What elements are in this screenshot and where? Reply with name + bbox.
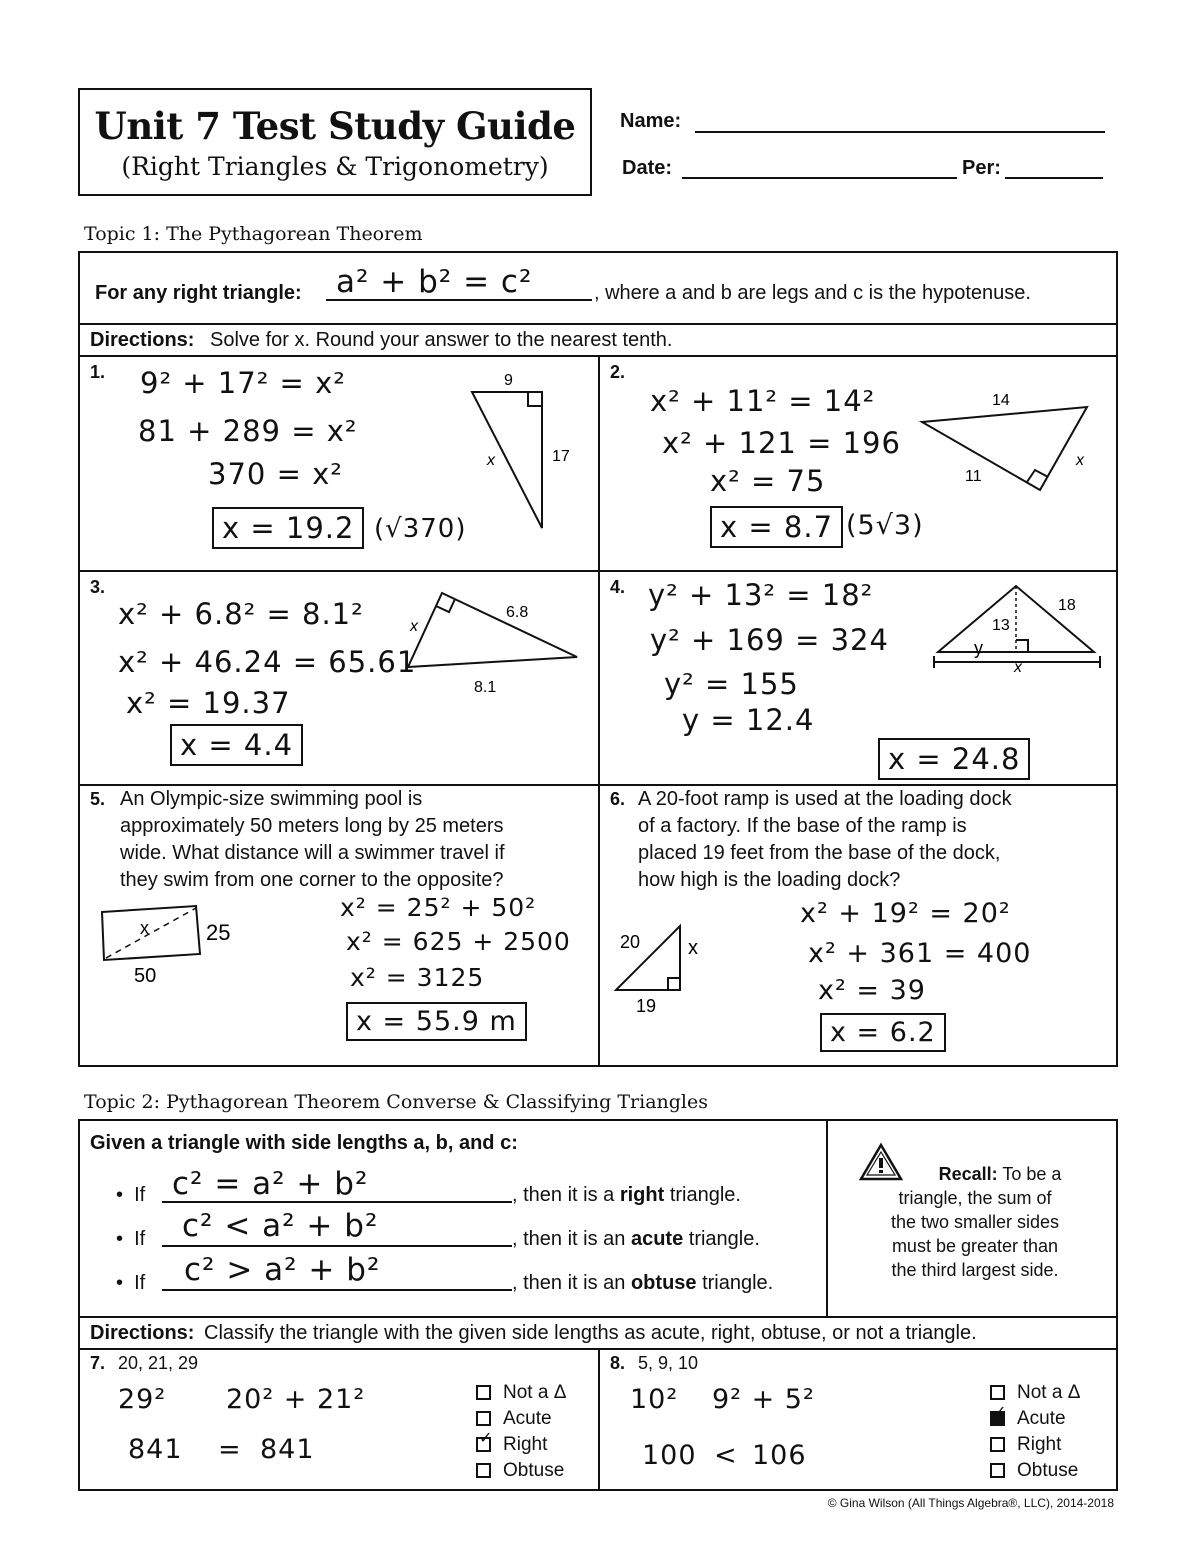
work-line: x² + 19² = 20² [800, 898, 1011, 929]
rule-suffix: triangle. [683, 1228, 760, 1250]
work-line: x² + 361 = 400 [808, 938, 1032, 969]
copyright: © Gina Wilson (All Things Algebra®, LLC), 2014-2018 [827, 1496, 1114, 1510]
side-lengths: 20, 21, 29 [118, 1353, 199, 1373]
theorem-answer: a² + b² = c² [336, 264, 533, 300]
rule-prefix: , then it is an [512, 1272, 631, 1294]
problem-text [638, 786, 1012, 894]
label-17: 17 [552, 448, 570, 465]
problem-number: 1. [90, 362, 106, 382]
rule-blank [162, 1245, 512, 1247]
work-line: 100 [642, 1440, 697, 1471]
problem-number: 4. [610, 577, 626, 597]
option-label: Right [1017, 1434, 1062, 1455]
text-line: wide. What distance will a swimmer travel if [120, 842, 505, 864]
work-line: x² = 75 [710, 464, 826, 498]
date-label: Date: [622, 157, 673, 179]
checkbox-icon[interactable] [476, 1463, 491, 1478]
work-line: 9² + 17² = x² [140, 366, 346, 400]
problem-text [120, 786, 505, 894]
recall-line: triangle, the sum of [898, 1188, 1052, 1208]
work-line: y² + 169 = 324 [650, 623, 889, 657]
period-field[interactable] [1005, 177, 1103, 179]
option-label: Obtuse [503, 1460, 565, 1481]
recall-line: the two smaller sides [890, 1212, 1060, 1232]
work-line: x² = 3125 [350, 963, 485, 992]
rule-text [512, 1182, 741, 1209]
recall-line: the third largest side. [891, 1260, 1059, 1280]
label-20: 20 [620, 932, 641, 952]
option[interactable] [990, 1406, 1080, 1432]
work-line: x² + 6.8² = 8.1² [118, 597, 364, 631]
problem5-rectangle [98, 898, 248, 988]
option[interactable] [990, 1380, 1080, 1406]
name-field[interactable] [695, 131, 1105, 133]
period-label: Per: [962, 157, 1001, 179]
page-title: Unit 7 Test Study Guide [94, 104, 576, 148]
bullet: • If [116, 1228, 146, 1250]
work-line: x² + 46.24 = 65.61 [118, 645, 417, 679]
label-25: 25 [206, 920, 231, 945]
recall-text: To be a [1002, 1164, 1062, 1184]
rule-kind: right [619, 1184, 665, 1206]
if-label: If [134, 1184, 146, 1206]
work-line: 106 [752, 1440, 807, 1471]
label-x: x [1014, 659, 1022, 675]
answer-box: x = 6.2 [820, 1013, 946, 1052]
divider [78, 323, 1118, 325]
label-x: x [410, 618, 418, 635]
rule-answer: c² > a² + b² [184, 1252, 381, 1288]
label-9: 9 [504, 372, 513, 389]
work-line: 10² [630, 1384, 679, 1415]
problem-number: 5. [90, 789, 106, 809]
text-line: of a factory. If the base of the ramp is [638, 815, 967, 837]
problem-number: 8. [610, 1353, 626, 1373]
rule-text [512, 1226, 760, 1253]
name-label: Name: [620, 110, 682, 132]
option-label: Not a Δ [1017, 1382, 1081, 1403]
problem2-triangle [910, 385, 1110, 500]
rule-prefix: , then it is an [512, 1228, 631, 1250]
work-line: x² = 19.37 [126, 686, 291, 720]
text-line: placed 19 feet from the base of the dock, [638, 842, 1001, 864]
problem-number: 2. [610, 362, 626, 382]
text-line: they swim from one corner to the opposite? [120, 869, 504, 891]
label-x: x [1076, 452, 1084, 469]
answer-box: x = 8.7 [710, 506, 843, 548]
work-line: x² + 121 = 196 [662, 426, 901, 460]
title-box [78, 88, 592, 196]
divider [598, 1348, 600, 1491]
directions-label: Directions: [90, 329, 195, 351]
option-label: Acute [1017, 1408, 1066, 1429]
label-11: 11 [965, 468, 982, 485]
recall-line [830, 1162, 1120, 1186]
side-lengths: 5, 9, 10 [638, 1353, 699, 1373]
problem-number: 6. [610, 789, 626, 809]
label-8-1: 8.1 [474, 679, 497, 696]
work-line: 29² [118, 1384, 167, 1415]
work-line: 841 [260, 1434, 315, 1465]
label-19: 19 [636, 996, 657, 1016]
problem3-triangle [400, 585, 590, 700]
directions-text: Classify the triangle with the given side lengths as acute, right, obtuse, or not a triangle. [204, 1322, 977, 1344]
given-text: Given a triangle with side lengths a, b, and c: [90, 1132, 518, 1154]
problem1-triangle [460, 365, 590, 540]
recall-line: must be greater than [891, 1236, 1059, 1256]
option[interactable] [990, 1458, 1080, 1484]
text-line: how high is the loading dock? [638, 869, 901, 891]
answer-note: (5√3) [846, 510, 924, 541]
problem4-triangle [928, 580, 1108, 675]
text-line: approximately 50 meters long by 25 meters [120, 815, 504, 837]
label-x: x [140, 918, 149, 938]
work-line: y = 12.4 [682, 703, 815, 737]
option-label: Acute [503, 1408, 552, 1429]
label-6-8: 6.8 [506, 604, 529, 621]
directions-label: Directions: [90, 1322, 195, 1344]
if-label: If [134, 1228, 146, 1250]
option[interactable] [476, 1432, 566, 1458]
problem6-triangle [610, 920, 720, 1020]
rule-kind: obtuse [630, 1272, 697, 1294]
checkbox-icon[interactable] [476, 1385, 491, 1400]
option[interactable] [990, 1432, 1080, 1458]
rule-blank [162, 1289, 512, 1291]
answer-box: x = 4.4 [170, 724, 303, 766]
answer-box: x = 55.9 m [346, 1002, 527, 1041]
recall-label: Recall: [938, 1164, 998, 1184]
option[interactable] [476, 1406, 566, 1432]
if-label: If [134, 1272, 146, 1294]
work-line: y² = 155 [664, 667, 799, 701]
label-x: x [487, 452, 495, 469]
option-label: Not a Δ [503, 1382, 567, 1403]
topic1-heading: Topic 1: The Pythagorean Theorem [84, 223, 423, 245]
option[interactable] [476, 1458, 566, 1484]
work-line: < [714, 1440, 738, 1471]
bullet: • If [116, 1272, 146, 1294]
work-line: 20² + 21² [226, 1384, 366, 1415]
answer-box: x = 24.8 [878, 738, 1030, 780]
work-line: 9² + 5² [712, 1384, 815, 1415]
options-7 [476, 1380, 566, 1484]
date-field[interactable] [682, 177, 957, 179]
label-y: y [974, 638, 983, 658]
topic2-heading: Topic 2: Pythagorean Theorem Converse & Classifying Triangles [84, 1091, 709, 1113]
rule-kind: acute [630, 1228, 684, 1250]
work-line: 81 + 289 = x² [138, 414, 358, 448]
work-line: x² = 39 [818, 975, 926, 1006]
work-line: y² + 13² = 18² [648, 578, 874, 612]
option-label: Right [503, 1434, 548, 1455]
label-13: 13 [992, 617, 1010, 634]
divider [598, 355, 600, 1067]
problem-number: 7. [90, 1353, 106, 1373]
options-8 [990, 1380, 1080, 1484]
rule-answer: c² < a² + b² [182, 1208, 379, 1244]
divider [826, 1119, 828, 1317]
label-14: 14 [992, 392, 1010, 409]
label-18: 18 [1058, 597, 1076, 614]
answer-box: x = 19.2 [212, 507, 364, 549]
checkbox-icon[interactable] [990, 1385, 1005, 1400]
divider [78, 1316, 1118, 1318]
checkbox-icon[interactable] [990, 1437, 1005, 1452]
rule-answer: c² = a² + b² [172, 1166, 369, 1202]
option-label: Obtuse [1017, 1460, 1079, 1481]
problem-number: 3. [90, 577, 106, 597]
answer-note: (√370) [374, 514, 467, 544]
checkbox-checked-icon[interactable]: ✓ [990, 1411, 1005, 1426]
rule-prefix: , then it is a [512, 1184, 620, 1206]
directions-text: Solve for x. Round your answer to the nearest tenth. [210, 329, 673, 351]
checkbox-icon[interactable] [990, 1463, 1005, 1478]
recall-note [830, 1162, 1120, 1282]
checkbox-icon[interactable] [476, 1411, 491, 1426]
work-line: x² = 625 + 2500 [346, 927, 571, 956]
work-line: = [218, 1434, 242, 1465]
theorem-label: For any right triangle: [95, 282, 302, 304]
rule-text [512, 1270, 773, 1297]
work-line: x² + 11² = 14² [650, 384, 876, 418]
work-line: 370 = x² [208, 457, 343, 491]
bullet: • If [116, 1184, 146, 1206]
checkbox-checked-icon[interactable]: ✓ [476, 1437, 491, 1452]
theorem-suffix: , where a and b are legs and c is the hypotenuse. [594, 282, 1031, 304]
label-x: x [688, 937, 698, 959]
rule-suffix: triangle. [664, 1184, 741, 1206]
page-subtitle: (Right Triangles & Trigonometry) [121, 152, 549, 181]
text-line: An Olympic-size swimming pool is [120, 788, 423, 810]
label-50: 50 [134, 965, 157, 987]
text-line: A 20-foot ramp is used at the loading dock [638, 788, 1012, 810]
work-line: x² = 25² + 50² [340, 893, 537, 922]
option[interactable] [476, 1380, 566, 1406]
rule-suffix: triangle. [696, 1272, 774, 1294]
work-line: 841 [128, 1434, 183, 1465]
